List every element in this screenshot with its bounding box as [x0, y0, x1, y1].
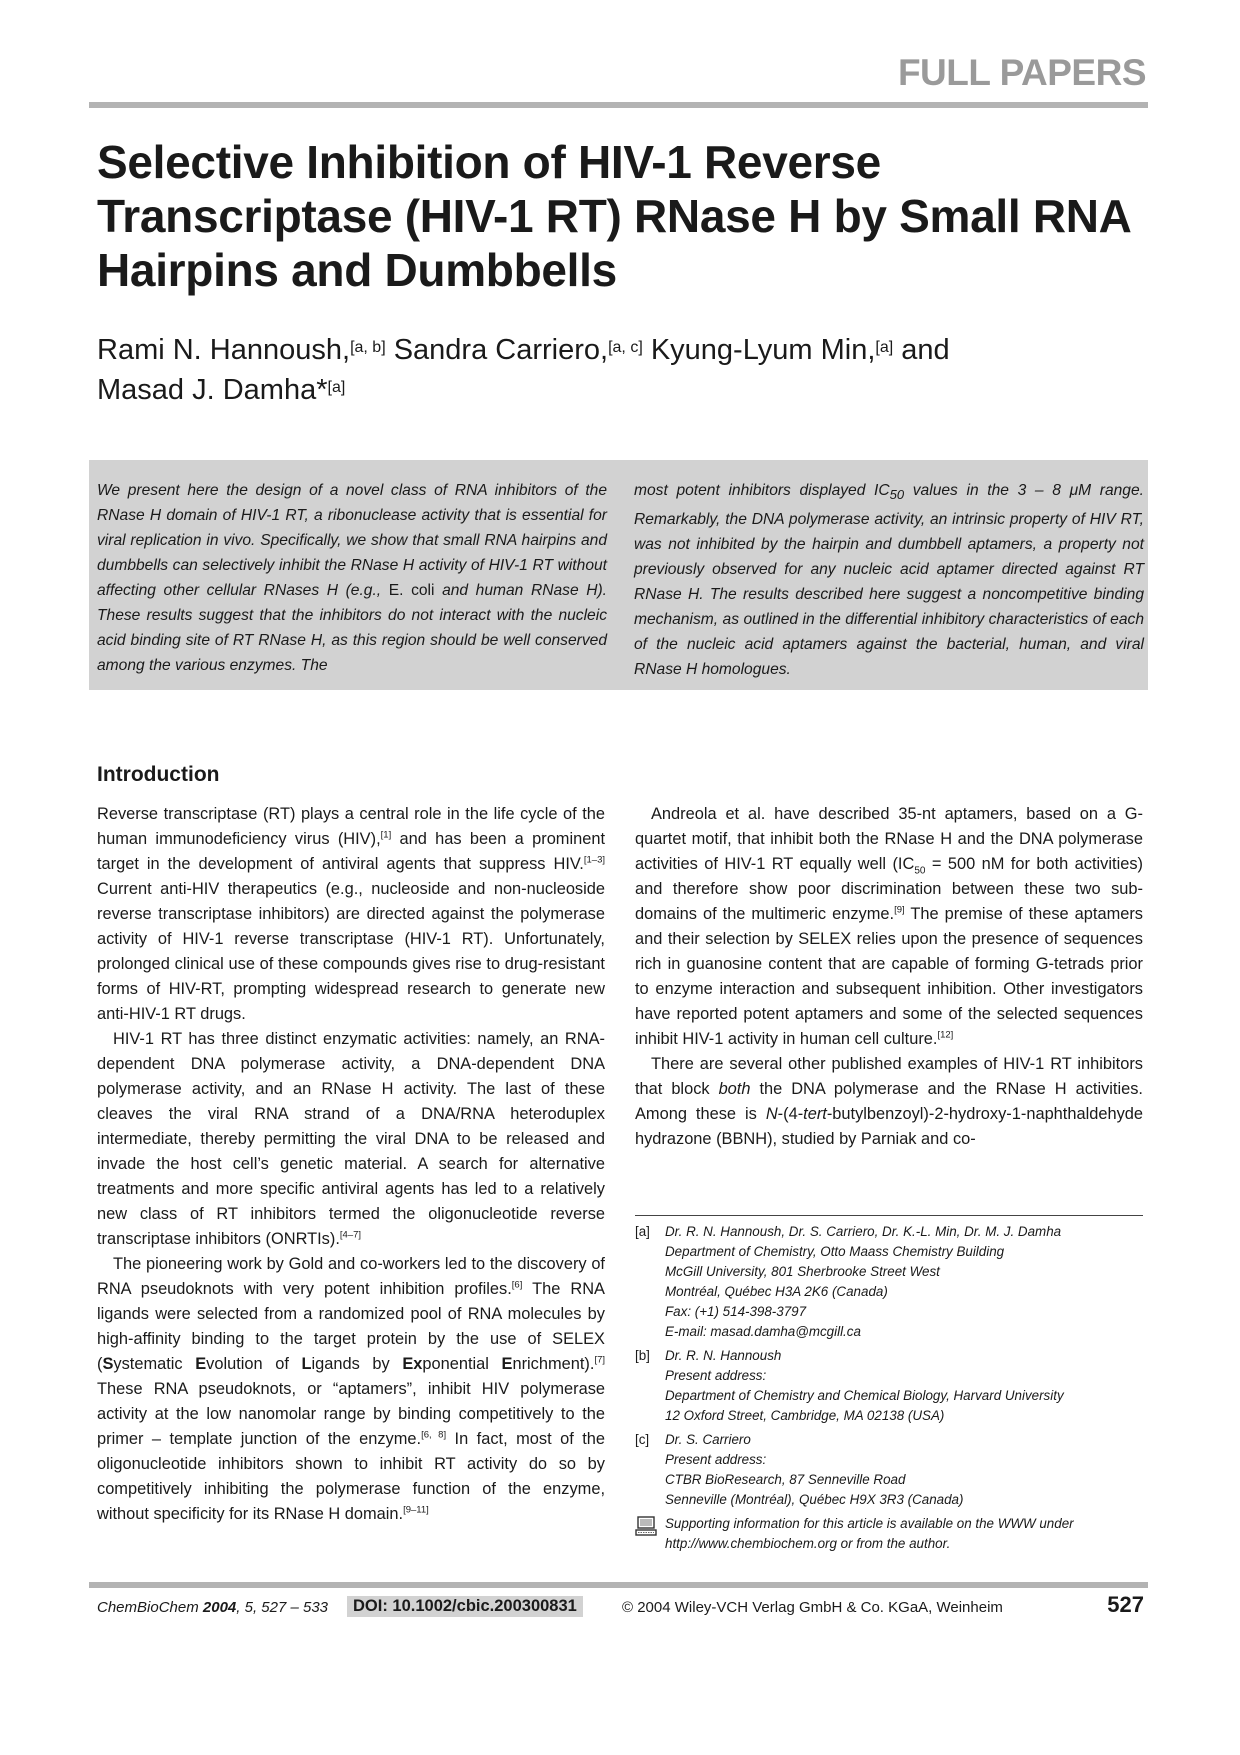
- introduction-heading: Introduction: [97, 763, 220, 786]
- body-text: There are several other published examples of HIV-1 RT inhibitors that block: [635, 1055, 1143, 1098]
- journal-citation: [97, 1599, 328, 1616]
- body-text: nrichment).: [512, 1355, 595, 1373]
- author-conjunction: and: [901, 334, 950, 366]
- body-text: igands by: [311, 1355, 403, 1373]
- journal-volume-pages: , 5, 527 – 533: [236, 1599, 329, 1616]
- body-text: The pioneering work by Gold and co-workers led to the discovery of RNA pseudoknots with very potent inhibition profiles.: [97, 1255, 605, 1298]
- footnote-line: 12 Oxford Street, Cambridge, MA 02138 (USA): [665, 1408, 945, 1423]
- affiliation-footnotes: [635, 1222, 1145, 1554]
- abstract-text: and human RNase H). These results suggest that the inhibitors do not interact with the nucleic acid binding site of RT RNase H, as this region should be well conserved among the various enzymes. The: [97, 582, 607, 674]
- article-title: Selective Inhibition of HIV-1 Reverse Transcriptase (HIV-1 RT) RNase H by Small RNA Hairpins and Dumbbells: [97, 136, 1130, 296]
- footnote-b: [635, 1346, 1145, 1426]
- reference-mark: [1–3]: [583, 854, 605, 866]
- copyright-notice: © 2004 Wiley-VCH Verlag GmbH & Co. KGaA, Weinheim: [622, 1599, 1003, 1616]
- footnote-line: Dr. R. N. Hannoush: [665, 1348, 782, 1363]
- footnote-line: McGill University, 801 Sherbrooke Street West: [665, 1264, 940, 1279]
- body-text: volution of: [206, 1355, 302, 1373]
- reference-mark: [9]: [894, 904, 905, 916]
- author-affiliation: [a, c]: [608, 339, 643, 356]
- footnote-rule: [635, 1215, 1143, 1216]
- body-text: -butylbenzoyl)-2-hydroxy-1-naphthaldehyde hydrazone (BBNH), studied by Parniak and co-: [635, 1105, 1143, 1148]
- reference-mark: [9–11]: [403, 1504, 429, 1516]
- body-text: and has been a prominent target in the development of antiviral agents that suppress HIV.: [97, 830, 605, 873]
- body-text: = 500 nM for both activities) and therefore show poor discrimination between these two sub-domains of the multimeric enzyme.: [635, 855, 1143, 923]
- abstract-column-2: [634, 478, 1144, 682]
- body-text: These RNA pseudoknots, or “aptamers”, inhibit HIV polymerase activity at the low nanomolar range by binding competitively to the primer – template junction of the enzyme.: [97, 1380, 605, 1448]
- footnote-tag: [b]: [635, 1348, 650, 1363]
- footnote-line: E-mail: masad.damha@mcgill.ca: [665, 1324, 861, 1339]
- body-text: ystematic: [113, 1355, 196, 1373]
- footnote-line: Montréal, Québec H3A 2K6 (Canada): [665, 1284, 888, 1299]
- body-column-right: [635, 802, 1143, 1152]
- acronym-letter: S: [102, 1355, 114, 1373]
- body-text: Current anti-HIV therapeutics (e.g., nucleoside and non-nucleoside reverse transcriptase inhibitors) are directed against the polymerase activity of HIV-1 reverse transcriptase (HIV-1 RT). Unfortunately, prolonged clinical use of these compounds gives rise to drug-resistant forms of HIV-RT, prompting widespread research to generate new anti-HIV-1 RT drugs.: [97, 880, 605, 1023]
- abstract-text: most potent inhibitors displayed IC: [634, 482, 890, 499]
- body-text: The RNA ligands were selected from a randomized pool of RNA molecules by high-affinity binding to the target protein by the use of SELEX (: [97, 1280, 605, 1373]
- body-text: the DNA polymerase and the RNase H activities. Among these is: [635, 1080, 1143, 1123]
- author-affiliation: [a, b]: [350, 339, 386, 356]
- reference-mark: [4–7]: [339, 1229, 362, 1241]
- body-paragraph: [97, 1252, 605, 1527]
- author-name: Kyung-Lyum Min,: [650, 334, 876, 366]
- acronym-letter: E: [501, 1355, 513, 1373]
- journal-name: ChemBioChem: [97, 1599, 199, 1616]
- author-name: Masad J. Damha*: [97, 374, 328, 406]
- emphasis: both: [718, 1080, 751, 1098]
- abstract-box: [89, 460, 1148, 690]
- body-text: ponential: [422, 1355, 502, 1373]
- author-affiliation: [a]: [327, 379, 346, 396]
- footnote-line: Department of Chemistry, Otto Maass Chemistry Building: [665, 1244, 1005, 1259]
- footnote-line: Present address:: [665, 1452, 767, 1467]
- author-name: Sandra Carriero,: [393, 334, 609, 366]
- reference-mark: [6, 8]: [421, 1429, 447, 1441]
- body-text: In fact, most of the oligonucleotide inhibitors shown to inhibit RT activity do so by competitively inhibiting the polymerase function of the enzyme, without specificity for its RNase H domain.: [97, 1430, 605, 1523]
- supporting-info-text: Supporting information for this article is available on the WWW under http://www.chembiochem.org or from the author.: [665, 1516, 1074, 1551]
- body-text: Andreola et al. have described 35-nt aptamers, based on a G-quartet motif, that inhibit both the RNase H and the DNA polymerase activities of HIV-1 RT equally well (IC: [635, 805, 1143, 873]
- reference-mark: [6]: [511, 1279, 523, 1291]
- footnote-line: Fax: (+1) 514-398-3797: [665, 1304, 807, 1319]
- footnote-tag: [a]: [635, 1224, 650, 1239]
- supporting-info-note: [635, 1514, 1145, 1554]
- footnote-line: Dr. S. Carriero: [665, 1432, 751, 1447]
- reference-mark: [7]: [594, 1354, 605, 1366]
- page-number: 527: [1107, 1592, 1144, 1617]
- body-paragraph: [635, 1052, 1143, 1152]
- abstract-organism: E. coli: [388, 582, 435, 599]
- section-label: FULL PAPERS: [897, 52, 1146, 93]
- acronym-letter: Ex: [402, 1355, 423, 1373]
- header-rule: [89, 102, 1148, 108]
- author-name: Rami N. Hannoush,: [97, 334, 351, 366]
- footnote-line: Dr. R. N. Hannoush, Dr. S. Carriero, Dr. K.-L. Min, Dr. M. J. Damha: [665, 1224, 1062, 1239]
- footer-rule: [89, 1582, 1148, 1588]
- footnote-line: CTBR BioResearch, 87 Senneville Road: [665, 1472, 906, 1487]
- reference-mark: [12]: [937, 1029, 954, 1041]
- emphasis: N: [765, 1105, 778, 1123]
- abstract-text: We present here the design of a novel class of RNA inhibitors of the RNase H domain of HIV-1 RT, a ribonuclease activity that is essential for viral replication in vivo. Specifically, we show that small RNA hairpins and dumbbells can selectively inhibit the RNase H activity of HIV-1 RT without affecting other cellular RNases H (e.g.,: [97, 482, 607, 599]
- body-text: Reverse transcriptase (RT) plays a central role in the life cycle of the human immunodeficiency virus (HIV),: [97, 805, 605, 848]
- footnote-line: Department of Chemistry and Chemical Biology, Harvard University: [665, 1388, 1064, 1403]
- subscript: 50: [914, 865, 926, 877]
- footnote-line: Senneville (Montréal), Québec H9X 3R3 (Canada): [665, 1492, 964, 1507]
- body-column-left: [97, 802, 605, 1527]
- abstract-column-1: [97, 478, 607, 678]
- abstract-text: values in the 3 – 8 μM range. Remarkably, the DNA polymerase activity, an intrinsic property of HIV RT, was not inhibited by the hairpin and dumbbell aptamers, a property not previously observed for any nucleic acid aptamer directed against RT RNase H. The results described here suggest a noncompetitive binding mechanism, as outlined in the differential inhibitory characteristics of each of the nucleic acid aptamers against the bacterial, human, and viral RNase H homologues.: [634, 482, 1144, 679]
- acronym-letter: E: [195, 1355, 207, 1373]
- footnote-tag: [c]: [635, 1432, 650, 1447]
- body-paragraph: [635, 802, 1143, 1052]
- reference-mark: [1]: [380, 829, 392, 841]
- footnote-line: Present address:: [665, 1368, 767, 1383]
- body-paragraph: [97, 1027, 605, 1252]
- journal-year: 2004: [202, 1599, 237, 1616]
- body-text: -(4-: [777, 1105, 804, 1123]
- emphasis: tert: [803, 1105, 827, 1123]
- author-list: [97, 330, 1157, 410]
- doi-label: DOI: 10.1002/cbic.200300831: [347, 1596, 583, 1617]
- footnote-c: [635, 1430, 1145, 1510]
- acronym-letter: L: [301, 1355, 312, 1373]
- footnote-a: [635, 1222, 1145, 1342]
- computer-icon: [635, 1516, 657, 1536]
- abstract-subscript: 50: [889, 487, 905, 503]
- author-affiliation: [a]: [875, 339, 894, 356]
- body-text: HIV-1 RT has three distinct enzymatic activities: namely, an RNA-dependent DNA polymerase activity, a DNA-dependent DNA polymerase activity, and an RNase H activity. The last of these cleaves the viral RNA strand of a DNA/RNA heteroduplex intermediate, thereby permitting the viral DNA to be released and invade the host cell’s genetic material. A search for alternative treatments and more specific antiviral agents has led to a relatively new class of RT inhibitors termed the oligonucleotide reverse transcriptase inhibitors (ONRTIs).: [97, 1030, 605, 1248]
- body-text: The premise of these aptamers and their selection by SELEX relies upon the presence of sequences rich in guanosine content that are capable of forming G-tetrads prior to enzyme interaction and subsequent inhibition. Other investigators have reported potent aptamers and some of the selected sequences inhibit HIV-1 activity in human cell culture.: [635, 905, 1143, 1048]
- body-paragraph: [97, 802, 605, 1027]
